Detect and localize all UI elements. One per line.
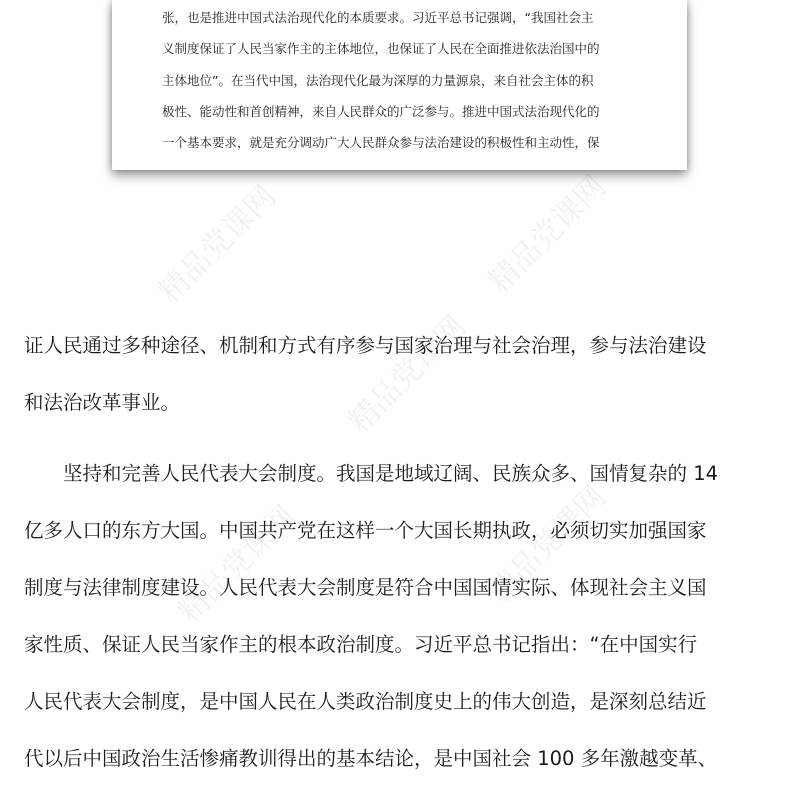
body-line: 代以后中国政治生活惨痛教训得出的基本结论，是中国社会 100 多年激越变革、 <box>24 747 718 770</box>
body-line: 制度与法律制度建设。人民代表大会制度是符合中国国情实际、体现社会主义国 <box>24 576 707 599</box>
quote-card-line: 张，也是推进中国式法治现代化的本质要求。习近平总书记强调，“我国社会主 <box>162 10 594 25</box>
body-line: 坚持和完善人民代表大会制度。我国是地域辽阔、民族众多、国情复杂的 14 <box>24 462 719 485</box>
body-line: 亿多人口的东方大国。中国共产党在这样一个大国长期执政，必须切实加强国家 <box>24 519 707 542</box>
quote-card-line: 一个基本要求，就是充分调动广大人民群众参与法治建设的积极性和主动性，保 <box>162 135 600 150</box>
watermark-text: 精品党课网 <box>152 179 283 310</box>
watermark-text: 精品党课网 <box>482 169 613 300</box>
watermark-text: 精品党课网 <box>482 479 613 610</box>
watermark-text: 精品党课网 <box>172 499 303 630</box>
watermark-text: 精品党课网 <box>342 309 473 440</box>
quote-card-line: 主体地位”。在当代中国，法治现代化最为深厚的力量源泉，来自社会主体的积 <box>162 73 594 88</box>
body-line: 家性质、保证人民当家作主的根本政治制度。习近平总书记指出：“在中国实行 <box>24 633 698 656</box>
quote-card-line: 义制度保证了人民当家作主的主体地位，也保证了人民在全面推进依法治国中的 <box>162 41 600 56</box>
body-line: 和法治改革事业。 <box>24 391 181 414</box>
body-line: 人民代表大会制度，是中国人民在人类政治制度史上的伟大创造，是深刻总结近 <box>24 690 707 713</box>
body-line: 证人民通过多种途径、机制和方式有序参与国家治理与社会治理，参与法治建设 <box>24 334 707 357</box>
quote-card-line: 极性、能动性和首创精神，来自人民群众的广泛参与。推进中国式法治现代化的 <box>162 104 600 119</box>
quote-card <box>112 0 687 170</box>
